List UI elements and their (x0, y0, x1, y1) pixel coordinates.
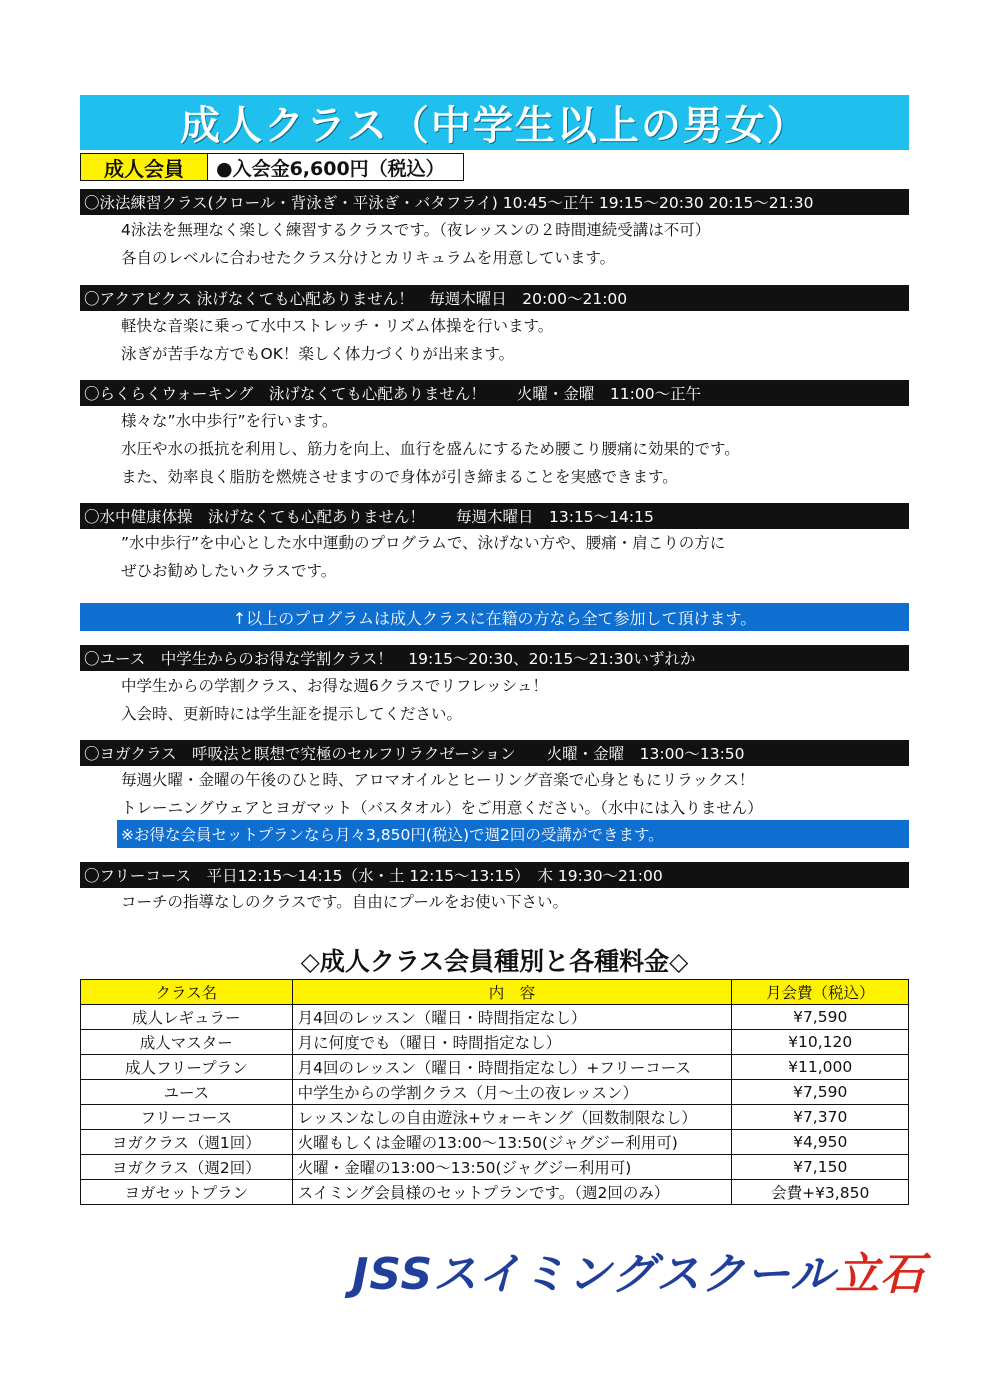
cell-content: 火曜・金曜の13:00～13:50(ジャグジー利用可) (292, 1155, 732, 1180)
cell-class: フリーコース (81, 1105, 293, 1130)
cell-content: 月に何度でも（曜日・時間指定なし） (292, 1030, 732, 1055)
cell-content: レッスンなしの自由遊泳+ウォーキング（回数制限なし） (292, 1105, 732, 1130)
desc-line: 中学生からの学割クラス、お得な週6クラスでリフレッシュ！ (121, 677, 548, 695)
cell-class: ユース (81, 1080, 293, 1105)
cell-class: 成人レギュラー (81, 1005, 293, 1030)
desc-line: コーチの指導なしのクラスです。自由にプールをお使い下さい。 (121, 893, 569, 911)
cell-class: 成人フリープラン (81, 1055, 293, 1080)
col-class-name: クラス名 (81, 980, 293, 1005)
desc-line: 4泳法を無理なく楽しく練習するクラスです。（夜レッスンの２時間連続受講は不可） (121, 221, 711, 239)
cell-fee: ¥11,000 (732, 1055, 909, 1080)
section-header-yoga: 〇ヨガクラス 呼吸法と瞑想で究極のセルフリラクゼーション 火曜・金曜 13:00～13:50 (80, 740, 909, 766)
desc-line: ぜひお勧めしたいクラスです。 (121, 562, 337, 580)
desc-line: 毎週火曜・金曜の午後のひと時、アロマオイルとヒーリング音楽で心身ともにリラックス！ (121, 771, 755, 789)
col-content: 内 容 (292, 980, 732, 1005)
table-row (81, 1030, 909, 1055)
table-row (81, 1080, 909, 1105)
desc-line: トレーニングウェアとヨガマット（バスタオル）をご用意ください。（水中には入りません） (121, 799, 763, 817)
cell-content: スイミング会員様のセットプランです。（週2回のみ） (292, 1180, 732, 1205)
section-desc-stroke-practice (121, 216, 710, 272)
section-header-free-course: 〇フリーコース 平日12:15～14:15（水・土 12:15～13:15） 木 19:30～21:00 (80, 862, 909, 888)
desc-line: ”水中歩行”を中心とした水中運動のプログラムで、泳げない方や、腰痛・肩こりの方に (121, 534, 726, 552)
table-row (81, 1005, 909, 1030)
cell-fee: ¥7,370 (732, 1105, 909, 1130)
section-desc-water-exercise (121, 529, 725, 585)
section-header-water-exercise: 〇水中健康体操 泳げなくても心配ありません！ 毎週木曜日 13:15～14:15 (80, 503, 909, 529)
table-row (81, 1105, 909, 1130)
cell-fee: 会費+¥3,850 (732, 1180, 909, 1205)
col-monthly-fee: 月会費（税込） (732, 980, 909, 1005)
yoga-set-plan-note: ※お得な会員セットプランなら月々3,850円(税込)で週2回の受講ができます。 (117, 820, 909, 848)
desc-line: 軽快な音楽に乗って水中ストレッチ・リズム体操を行います。 (121, 317, 554, 335)
section-header-stroke-practice: 〇泳法練習クラス(クロール・背泳ぎ・平泳ぎ・バタフライ) 10:45～正午 19:15～20:30 20:15～21:30 (80, 189, 909, 215)
fee-table (80, 979, 909, 1205)
entrance-fee: ●入会金6,600円（税込） (208, 154, 463, 180)
section-desc-yoga (121, 766, 763, 822)
fee-table-heading: ◇成人クラス会員種別と各種料金◇ (300, 947, 689, 976)
desc-line: 泳ぎが苦手な方でもOK！楽しく体力づくりが出来ます。 (121, 345, 515, 363)
member-fee-row (80, 153, 464, 181)
table-row (81, 1180, 909, 1205)
cell-fee: ¥10,120 (732, 1030, 909, 1055)
cell-class: ヨガセットプラン (81, 1180, 293, 1205)
table-row (81, 1130, 909, 1155)
desc-line: 様々な”水中歩行”を行います。 (121, 412, 338, 430)
school-logo (352, 1238, 925, 1302)
cell-class: ヨガクラス（週2回） (81, 1155, 293, 1180)
table-row (81, 1055, 909, 1080)
page-title: 成人クラス（中学生以上の男女） (80, 95, 909, 150)
section-desc-walking (121, 407, 740, 491)
desc-line: 入会時、更新時には学生証を提示してください。 (121, 705, 463, 723)
cell-content: 中学生からの学割クラス（月～土の夜レッスン） (292, 1080, 732, 1105)
section-header-walking: 〇らくらくウォーキング 泳げなくても心配ありません！ 火曜・金曜 11:00～正午 (80, 380, 909, 406)
cell-fee: ¥7,590 (732, 1005, 909, 1030)
cell-content: 火曜もしくは金曜の13:00～13:50(ジャグジー利用可) (292, 1130, 732, 1155)
section-desc-free-course (121, 888, 568, 916)
cell-class: ヨガクラス（週1回） (81, 1130, 293, 1155)
section-header-aquabics: 〇アクアビクス 泳げなくても心配ありません！ 毎週木曜日 20:00～21:00 (80, 285, 909, 311)
cell-content: 月4回のレッスン（曜日・時間指定なし） (292, 1005, 732, 1030)
member-label: 成人会員 (81, 154, 208, 180)
desc-line: 水圧や水の抵抗を利用し、筋力を向上、血行を盛んにするため腰こり腰痛に効果的です。 (121, 440, 740, 458)
section-desc-aquabics (121, 312, 553, 368)
cell-class: 成人マスター (81, 1030, 293, 1055)
cell-fee: ¥7,150 (732, 1155, 909, 1180)
section-header-youth: 〇ユース 中学生からのお得な学割クラス！ 19:15～20:30、20:15～21:30いずれか (80, 645, 909, 671)
cell-fee: ¥7,590 (732, 1080, 909, 1105)
logo-main-text: JSSスイミングスクール (352, 1249, 836, 1300)
logo-accent-text: 立石 (835, 1249, 926, 1300)
program-notice: ↑以上のプログラムは成人クラスに在籍の方なら全て参加して頂けます。 (80, 603, 909, 631)
cell-content: 月4回のレッスン（曜日・時間指定なし）+フリーコース (292, 1055, 732, 1080)
desc-line: 各自のレベルに合わせたクラス分けとカリキュラムを用意しています。 (121, 249, 616, 267)
table-row (81, 1155, 909, 1180)
table-header-row (81, 980, 909, 1005)
cell-fee: ¥4,950 (732, 1130, 909, 1155)
section-desc-youth (121, 672, 548, 728)
desc-line: また、効率良く脂肪を燃焼させますので身体が引き締まることを実感できます。 (121, 468, 678, 486)
